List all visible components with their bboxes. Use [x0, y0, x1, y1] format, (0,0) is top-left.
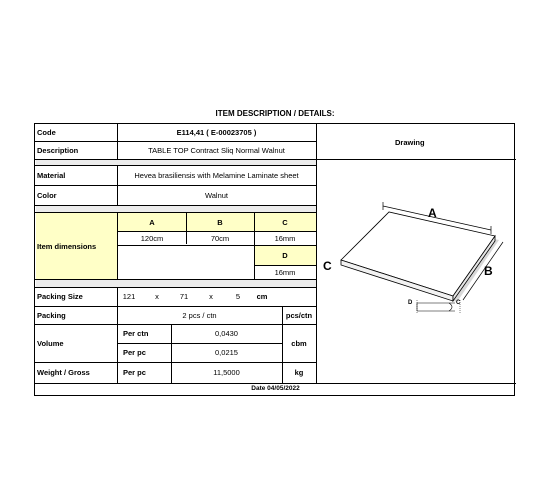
color-label: Color: [37, 190, 57, 200]
drawing-label-a: A: [428, 206, 437, 220]
description-label: Description: [37, 145, 79, 155]
dim-head-b: B: [217, 217, 223, 227]
packing-size-height: 5: [235, 292, 241, 301]
dim-head-c: C: [282, 217, 288, 227]
volume-unit: cbm: [291, 338, 307, 348]
material-label: Material: [37, 170, 66, 180]
packing-unit: pcs/ctn: [285, 310, 313, 320]
weight-value: 11,5000: [213, 368, 240, 377]
volume-per-ctn-label: Per ctn: [123, 329, 149, 338]
material-value: Hevea brasiliensis with Melamine Laminate sheet: [134, 170, 299, 180]
drawing-label-b: B: [484, 264, 493, 278]
spacer-strip: [36, 280, 316, 287]
dim-head-d: D: [282, 251, 288, 260]
packing-size-label: Packing Size: [37, 292, 83, 301]
document-date: Date 04/05/2022: [251, 384, 300, 392]
weight-per-pc-label: Per pc: [123, 368, 146, 377]
dim-value-a: 120cm: [140, 233, 164, 243]
volume-label: Volume: [37, 338, 64, 348]
volume-per-pc-label: Per pc: [123, 348, 146, 357]
dim-value-c: 16mm: [274, 233, 296, 243]
packing-size-unit: cm: [256, 292, 268, 301]
item-sheet: [34, 123, 515, 396]
color-value: Walnut: [204, 190, 229, 200]
document-heading: ITEM DESCRIPTION / DETAILS:: [215, 109, 335, 118]
packing-size-x: x: [155, 292, 159, 301]
dimensions-label: Item dimensions: [37, 241, 97, 251]
drawing-label-c-small: C: [456, 300, 461, 306]
weight-label: Weight / Gross: [37, 368, 90, 377]
drawing-label-d-small: D: [408, 300, 413, 306]
packing-value: 2 pcs / ctn: [182, 310, 217, 320]
packing-size-width: 71: [179, 292, 189, 301]
code-value: E114,41 ( E-00023705 ): [176, 128, 257, 137]
volume-per-pc-value: 0,0215: [215, 348, 238, 357]
packing-size-length: 121: [122, 292, 136, 301]
dim-value-d: 16mm: [274, 267, 296, 277]
unit-column-divider: [282, 306, 283, 383]
drawing-label-c: C: [323, 259, 332, 273]
weight-unit: kg: [294, 368, 304, 377]
description-value: TABLE TOP Contract Sliq Normal Walnut: [148, 145, 285, 155]
volume-per-ctn-value: 0,0430: [215, 329, 238, 338]
dim-value-b: 70cm: [210, 233, 230, 243]
code-label: Code: [37, 128, 56, 137]
dim-head-a: A: [149, 217, 155, 227]
packing-label: Packing: [37, 310, 66, 320]
packing-size-x: x: [209, 292, 213, 301]
drawing-label: Drawing: [395, 138, 425, 147]
sub-label-divider: [171, 324, 172, 383]
